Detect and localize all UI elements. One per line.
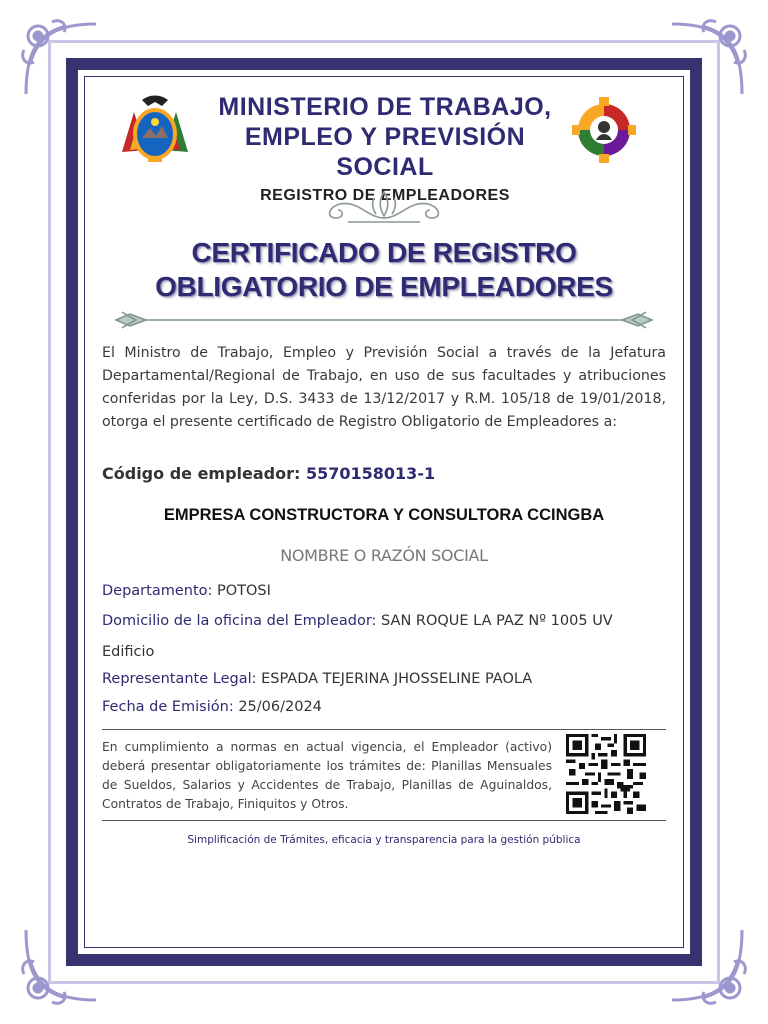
certificate-title-line2: OBLIGATORIO DE EMPLEADORES (155, 271, 613, 302)
divider-ornament-icon (112, 308, 656, 332)
ministry-gear-logo-icon (572, 92, 636, 168)
qr-code-icon[interactable] (566, 734, 646, 814)
employer-code (102, 464, 435, 483)
field-domicilio-label: Domicilio de la oficina del Empleador: (102, 613, 377, 629)
field-representante (102, 664, 668, 695)
certificate-title (110, 236, 658, 304)
field-departamento (102, 576, 668, 607)
field-fecha (102, 692, 668, 723)
divider-bottom (102, 820, 666, 821)
ministry-name-line2: EMPLEO Y PREVISIÓN SOCIAL (244, 123, 526, 181)
bolivia-coat-of-arms-icon (112, 92, 198, 168)
corner-scroll-ornament-icon (16, 14, 106, 104)
field-fecha-label: Fecha de Emisión: (102, 699, 234, 715)
corner-scroll-ornament-icon (662, 14, 752, 104)
registry-subtitle: REGISTRO DE EMPLEADORES (260, 187, 510, 204)
field-domicilio-value: SAN ROQUE LA PAZ Nº 1005 UV Edificio (102, 613, 613, 660)
corner-scroll-ornament-icon (662, 920, 752, 1010)
certificate-title-line1: CERTIFICADO DE REGISTRO (191, 237, 577, 268)
company-name: EMPRESA CONSTRUCTORA Y CONSULTORA CCINGBA (163, 506, 605, 524)
employer-code-label: Código de empleador: (102, 464, 301, 483)
field-representante-label: Representante Legal: (102, 671, 257, 687)
footer-slogan: Simplificación de Trámites, eficacia y transparencia para la gestión pública (187, 834, 581, 846)
compliance-notice: En cumplimiento a normas en actual vigencia, el Empleador (activo) deberá presentar obligatoriamente los trámites de: Planillas Mensuales de Sueldos, Salarios y Accidentes de Trabajo, Planillas de Aguinaldos, Contratos de Trabajo, Finiquitos y Otros. (102, 740, 552, 811)
field-representante-value: ESPADA TEJERINA JHOSSELINE PAOLA (261, 671, 533, 687)
field-departamento-label: Departamento: (102, 583, 213, 599)
employer-code-value: 5570158013-1 (305, 464, 436, 483)
field-fecha-value: 25/06/2024 (238, 699, 322, 715)
ministry-name-line1: MINISTERIO DE TRABAJO, (218, 93, 552, 121)
company-name-caption: NOMBRE O RAZÓN SOCIAL (280, 546, 488, 565)
divider-top (102, 729, 666, 730)
field-departamento-value: POTOSI (217, 583, 271, 599)
flourish-ornament-icon (318, 188, 450, 228)
corner-scroll-ornament-icon (16, 920, 106, 1010)
field-domicilio (102, 606, 668, 668)
certificate-body-text: El Ministro de Trabajo, Empleo y Previsión Social a través de la Jefatura Departamental/Regional de Trabajo, en uso de sus facultades y atribuciones conferidas por la Ley, D.S. 3433 de 13/12/2017 y R.M. 105/18 de 19/01/2018, otorga el presente certificado de Registro Obligatorio de Empleadores a: (102, 345, 666, 430)
